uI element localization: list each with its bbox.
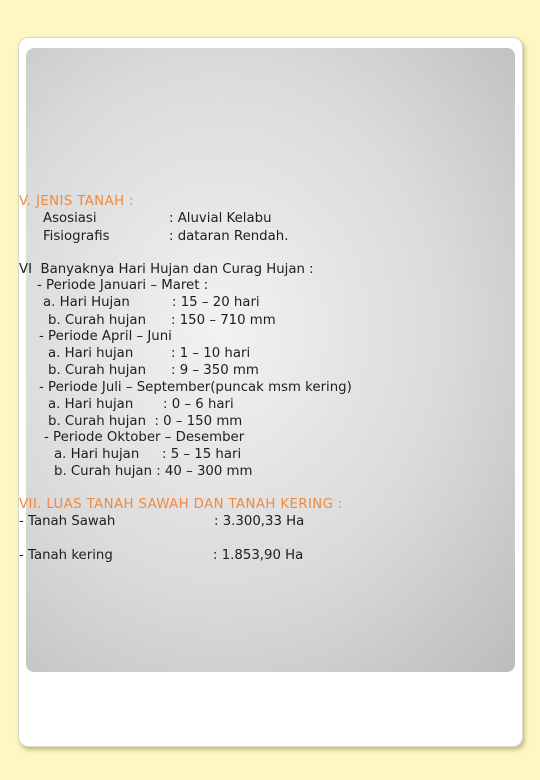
fisiografis-value: : dataran Rendah. bbox=[169, 229, 289, 244]
section-5-heading: V. JENIS TANAH : bbox=[19, 194, 135, 209]
section-6-heading: VI Banyaknya Hari Hujan dan Curag Hujan : bbox=[19, 262, 314, 277]
periode-jul-sep: - Periode Juli – September(puncak msm kering) bbox=[39, 380, 352, 395]
okt-des-hari-value: : 5 – 15 hari bbox=[162, 447, 242, 462]
jan-mar-curah-value: : 150 – 710 mm bbox=[171, 313, 276, 328]
jul-sep-hari-value: : 0 – 6 hari bbox=[163, 397, 234, 412]
apr-jun-curah-value: : 9 – 350 mm bbox=[171, 363, 259, 378]
jul-sep-hari-label: a. Hari hujan bbox=[48, 397, 134, 412]
periode-apr-jun: - Periode April – Juni bbox=[39, 329, 172, 344]
jan-mar-curah-label: b. Curah hujan bbox=[48, 313, 146, 328]
periode-okt-des: - Periode Oktober – Desember bbox=[44, 430, 245, 445]
jan-mar-hari-value: : 15 – 20 hari bbox=[172, 295, 260, 310]
jul-sep-curah: b. Curah hujan : 0 – 150 mm bbox=[48, 414, 243, 429]
fisiografis-label: Fisiografis bbox=[43, 229, 110, 244]
jan-mar-hari-label: a. Hari Hujan bbox=[43, 295, 130, 310]
tanah-kering-value: : 1.853,90 Ha bbox=[213, 548, 304, 563]
periode-jan-mar: - Periode Januari – Maret : bbox=[37, 278, 209, 293]
section-7-heading: VII. LUAS TANAH SAWAH DAN TANAH KERING : bbox=[19, 497, 343, 512]
tanah-sawah-label: - Tanah Sawah bbox=[19, 514, 116, 529]
tanah-kering-label: - Tanah kering bbox=[19, 548, 113, 563]
okt-des-hari-label: a. Hari hujan bbox=[54, 447, 140, 462]
apr-jun-hari-value: : 1 – 10 hari bbox=[171, 346, 251, 361]
asosiasi-value: : Aluvial Kelabu bbox=[169, 211, 272, 226]
apr-jun-curah-label: b. Curah hujan bbox=[48, 363, 146, 378]
okt-des-curah: b. Curah hujan : 40 – 300 mm bbox=[54, 464, 253, 479]
apr-jun-hari-label: a. Hari hujan bbox=[48, 346, 134, 361]
tanah-sawah-value: : 3.300,33 Ha bbox=[214, 514, 305, 529]
asosiasi-label: Asosiasi bbox=[43, 211, 97, 226]
